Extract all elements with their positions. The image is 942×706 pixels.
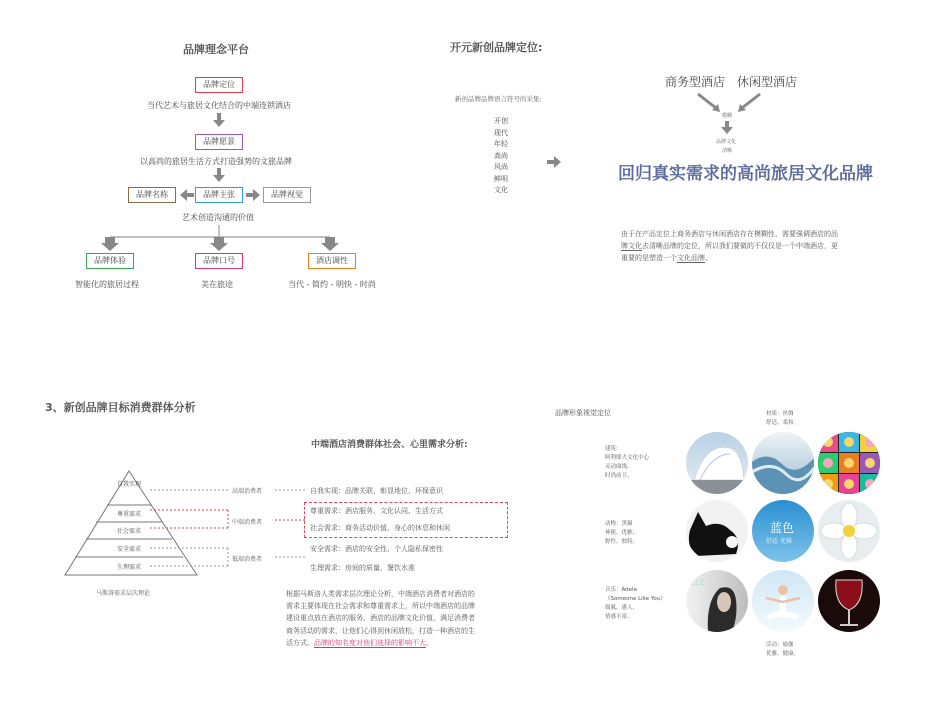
pyramid-level-self: 自我实现	[116, 481, 141, 488]
tier-high: 高端消费者	[232, 488, 263, 495]
brand-culture-label: 品牌文化	[716, 139, 737, 145]
arrow-left-icon	[180, 189, 194, 201]
para-underline: 文化品牌	[677, 254, 705, 262]
word-item: 文化	[494, 186, 508, 194]
platform-title: 品牌理念平台	[183, 43, 249, 56]
analysis-paragraph	[286, 588, 516, 649]
analysis-title: 3、新创品牌目标消费群体分析	[45, 401, 196, 414]
arrow-right-icon	[246, 189, 260, 201]
para-line	[621, 240, 881, 252]
tier-connectors	[140, 480, 310, 580]
arrow-down-icon	[721, 121, 733, 135]
need-self: 自我实现：品牌关联、彰显地位、环保意识	[310, 487, 443, 495]
para-text: 重要的是塑造一个	[621, 254, 677, 262]
note-line: 优雅、健康。	[766, 651, 800, 657]
visual-box: 品牌视觉	[263, 187, 311, 203]
para-text: 。	[426, 638, 433, 647]
architecture-note	[605, 445, 649, 481]
music-note	[605, 586, 666, 622]
tier-mid: 中端消费者	[232, 519, 263, 526]
popart-image	[818, 432, 880, 494]
pyramid-level-social: 社会需求	[116, 528, 141, 535]
para-text: 活方式。	[286, 638, 314, 647]
slogan-box: 品牌口号	[195, 253, 243, 269]
word-item: 高尚	[494, 151, 508, 160]
adele-image	[686, 570, 748, 632]
para-line	[286, 637, 516, 649]
need-physio: 生理需求：房间的质量、餐饮水准	[310, 564, 415, 572]
note-line: 音乐：Adele	[605, 587, 637, 593]
ele-text: ELE	[690, 578, 705, 587]
word-item: 现代	[494, 128, 508, 137]
pyramid-level-esteem: 尊重需求	[116, 511, 141, 518]
note-line: 动物：黑猫	[605, 521, 633, 527]
need-social: 社会需求：商务活动价值、身心的休息和休闲	[310, 524, 450, 532]
positioning-slogan: 回归真实需求的高尚旅居文化品牌	[618, 164, 873, 184]
clear-label: 清晰	[722, 148, 733, 154]
pyramid-level-physio: 生理需求	[116, 564, 141, 571]
blue-text: 蓝色	[770, 521, 795, 535]
note-line: 活动：瑜伽	[766, 642, 794, 648]
note-line: 阿利耶夫文化中心	[605, 455, 650, 461]
positioning-paragraph	[621, 228, 881, 264]
leisure-hotel: 休闲型酒店	[737, 75, 798, 89]
branch-connector	[100, 225, 340, 251]
positioning-desc: 当代艺术与旅居文化结合的中端连锁酒店	[147, 101, 291, 110]
word-item: 鲜明	[494, 174, 508, 183]
need-esteem: 尊重需求：酒店服务、文化认同、生活方式	[310, 507, 443, 515]
architecture-image	[686, 432, 748, 494]
note-line: 灵动曲线,	[605, 464, 629, 470]
flower-image	[818, 500, 880, 562]
word-item: 风尚	[494, 163, 508, 171]
note-line: 时尚前卫。	[605, 473, 633, 479]
word-item: 年轻	[494, 140, 508, 148]
tone-desc: 当代 - 简约 - 明快 - 时尚	[288, 280, 376, 289]
para-line: 根据马斯洛人类需求层次理论分析，中端酒店消费者对酒店的	[286, 590, 475, 598]
experience-desc: 智能化的旅居过程	[75, 280, 139, 289]
activity-note	[766, 641, 799, 659]
para-underline: 牌文化	[621, 242, 642, 250]
para-text: 。	[705, 254, 712, 262]
business-hotel: 商务型酒店	[665, 75, 726, 89]
positioning-title: 开元新创品牌定位:	[450, 41, 543, 54]
slogan-desc: 美在旅途	[201, 280, 233, 289]
para-line	[621, 252, 881, 264]
positioning-box: 品牌定位	[195, 77, 243, 93]
vision-desc: 以高尚的旅居生活方式打造强势的文旅品牌	[140, 157, 292, 166]
animal-note	[605, 520, 638, 547]
analysis-subtitle: 中端酒店消费群体社会、心里需求分析:	[311, 440, 468, 450]
para-line: 建设重点放在酒店的服务、酒店的品牌文化价值，满足消费者	[286, 614, 475, 623]
tier-low: 低端消费者	[232, 556, 263, 563]
blue-subtext: 舒适 优雅	[766, 538, 792, 545]
material-note	[766, 410, 799, 428]
collect-label: 新创品牌品牌语言符号的采集:	[455, 95, 542, 103]
note-line: 野性、独特。	[605, 539, 639, 545]
pyramid-level-safety: 安全需求	[116, 546, 141, 553]
name-box: 品牌名称	[128, 187, 176, 203]
visual-title: 品牌形象视觉定位	[555, 409, 611, 417]
note-line: 神秘、优雅、	[605, 530, 639, 536]
arrow-right-icon	[547, 156, 561, 168]
claim-desc: 艺术创造沟通的价值	[182, 213, 254, 222]
tone-box: 酒店调性	[308, 253, 356, 269]
word-item: 开创	[494, 117, 508, 125]
yoga-image	[752, 570, 814, 632]
vision-box: 品牌愿景	[195, 134, 243, 150]
experience-box: 品牌体验	[86, 253, 134, 269]
note-line: 建筑:	[605, 446, 618, 452]
para-text: 去清晰品牌的定位，所以我们要做的不仅仅是一个中端酒店，更	[642, 242, 838, 250]
note-line: 舒适、柔和。	[766, 420, 800, 426]
note-line: 细腻、感人、	[605, 605, 639, 611]
para-line: 商务活动的需求，让他们心得到休闲放松，打造一种酒店的生	[286, 626, 475, 635]
para-line: 由于在产品定位上商务酒店与休闲酒店存在模糊性，需要强调酒店的品	[621, 230, 838, 238]
wine-image	[818, 570, 880, 632]
silk-image	[752, 432, 814, 494]
vague-label: 模糊	[722, 113, 733, 119]
note-line: 情感丰富。	[605, 614, 633, 620]
pyramid-caption: 马斯洛需求层次理论	[96, 590, 151, 597]
word-list	[494, 116, 524, 197]
claim-box: 品牌主张	[195, 187, 243, 203]
note-line: 《Someone Like You》	[605, 596, 666, 602]
para-line: 需求主要体现在社会需求和尊重需求上，所以中端酒店的品牌	[286, 602, 475, 611]
note-line: 材质：丝绸	[766, 411, 794, 417]
blue-image	[752, 500, 814, 562]
black-cat-image	[686, 500, 748, 562]
para-highlight: 品牌的知名度对他们选择的影响不大	[314, 638, 426, 647]
arrow-down-icon	[212, 168, 226, 184]
need-safety: 安全需求：酒店的安全性、个人隐私保密性	[310, 545, 443, 553]
arrow-down-icon	[212, 113, 226, 129]
converge-arrows-icon	[694, 92, 764, 114]
